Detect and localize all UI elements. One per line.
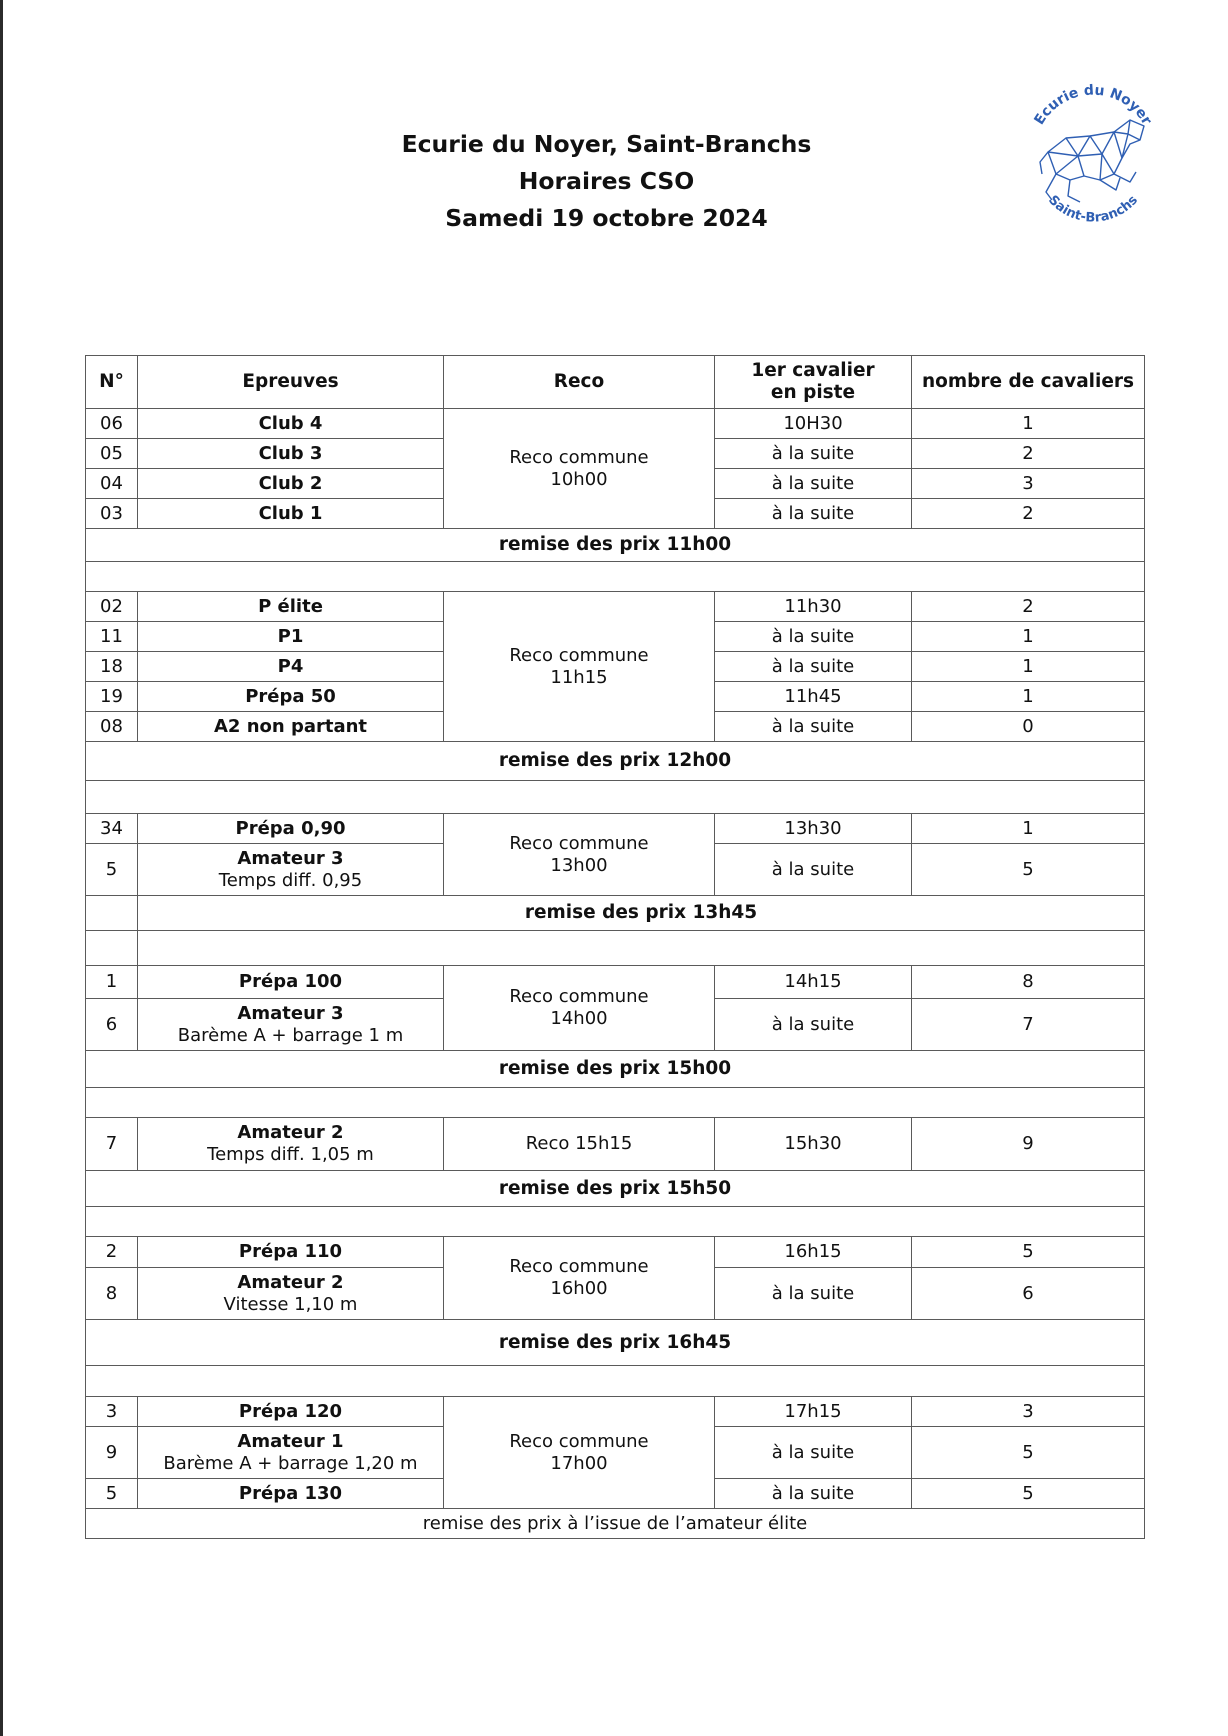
header-first-rider-line: en piste <box>770 382 856 403</box>
cell-epreuve <box>138 1237 444 1268</box>
cell-number: 19 <box>86 682 138 712</box>
cell-rider-count: 1 <box>912 622 1145 652</box>
reco-line: 17h00 <box>550 1452 608 1474</box>
cell-rider-count: 5 <box>912 1237 1145 1268</box>
cell-reco <box>444 966 715 1051</box>
cell-first-rider: à la suite <box>715 499 912 529</box>
epreuve-name: P4 <box>277 655 304 677</box>
table-row <box>86 1118 1145 1171</box>
cell-reco <box>444 814 715 896</box>
cell-rider-count: 7 <box>912 999 1145 1051</box>
cell-rider-count: 2 <box>912 439 1145 469</box>
epreuve-name: P1 <box>277 625 304 647</box>
epreuve-name: Amateur 2 <box>237 1122 344 1143</box>
cell-epreuve <box>138 592 444 622</box>
cell-number: 3 <box>86 1397 138 1427</box>
cell-epreuve <box>138 844 444 896</box>
cell-first-rider: 10H30 <box>715 409 912 439</box>
spacer-row <box>86 931 1145 966</box>
reco-line: Reco commune <box>509 986 649 1007</box>
cell-number: 5 <box>86 1479 138 1509</box>
cell-rider-count: 1 <box>912 682 1145 712</box>
cell-number: 04 <box>86 469 138 499</box>
header-first-rider-line: 1er cavalier <box>751 360 875 381</box>
epreuve-name: P élite <box>258 595 323 617</box>
cell-reco <box>444 1397 715 1509</box>
cell-number: 34 <box>86 814 138 844</box>
cell-rider-count: 2 <box>912 499 1145 529</box>
spacer-cell <box>138 931 1145 966</box>
prize-row <box>86 1509 1145 1539</box>
header-epreuves: Epreuves <box>138 356 444 409</box>
reco-line: Reco commune <box>509 832 649 854</box>
prize-ceremony: remise des prix 11h00 <box>86 529 1145 562</box>
cell-first-rider: à la suite <box>715 1427 912 1479</box>
reco-line: Reco 15h15 <box>525 1133 633 1154</box>
reco-line: Reco commune <box>509 1430 649 1452</box>
cell-rider-count: 5 <box>912 1479 1145 1509</box>
cell-epreuve <box>138 966 444 999</box>
title-line-venue: Ecurie du Noyer, Saint-Branchs <box>401 130 812 158</box>
polygonal-horse-icon <box>1040 120 1144 202</box>
cell-rider-count: 5 <box>912 844 1145 896</box>
cell-epreuve <box>138 499 444 529</box>
prize-ceremony: remise des prix 15h00 <box>86 1051 1145 1088</box>
cell-rider-count: 2 <box>912 592 1145 622</box>
spacer-cell <box>86 1207 1145 1237</box>
epreuve-name: Amateur 3 <box>237 847 344 869</box>
epreuve-detail: Temps diff. 0,95 <box>218 869 363 891</box>
spacer-cell <box>86 931 138 966</box>
cell-number: 1 <box>86 966 138 999</box>
header-rider-count: nombre de cavaliers <box>912 356 1145 409</box>
cell-epreuve <box>138 712 444 742</box>
table-row <box>86 814 1145 844</box>
reco-line: 10h00 <box>550 468 608 490</box>
epreuve-name: Prépa 130 <box>238 1482 343 1504</box>
reco-line: Reco commune <box>509 446 649 468</box>
cell-epreuve <box>138 409 444 439</box>
cell-first-rider: à la suite <box>715 999 912 1051</box>
cell-rider-count: 6 <box>912 1268 1145 1320</box>
epreuve-name: Amateur 1 <box>237 1430 344 1452</box>
prize-row <box>86 1051 1145 1088</box>
cell-epreuve <box>138 999 444 1051</box>
table-row <box>86 409 1145 439</box>
prize-row <box>86 1171 1145 1207</box>
cell-first-rider: à la suite <box>715 469 912 499</box>
cell-first-rider: à la suite <box>715 622 912 652</box>
cell-rider-count: 1 <box>912 814 1145 844</box>
cell-number: 8 <box>86 1268 138 1320</box>
epreuve-name: Club 1 <box>258 502 323 524</box>
spacer-row <box>86 1088 1145 1118</box>
cell-number: 03 <box>86 499 138 529</box>
epreuve-detail: Temps diff. 1,05 m <box>207 1144 374 1165</box>
cell-first-rider: 11h45 <box>715 682 912 712</box>
reco-line: Reco commune <box>509 1256 649 1277</box>
cell-number: 11 <box>86 622 138 652</box>
cell-number: 08 <box>86 712 138 742</box>
epreuve-name: Prépa 120 <box>238 1400 343 1422</box>
cell-epreuve <box>138 1268 444 1320</box>
schedule-table <box>85 355 1145 1539</box>
title-line-event: Horaires CSO <box>518 167 695 195</box>
epreuve-name: Prépa 50 <box>245 685 336 707</box>
club-logo <box>1018 82 1168 237</box>
epreuve-detail: Vitesse 1,10 m <box>223 1293 358 1315</box>
reco-line: 14h00 <box>550 1008 608 1029</box>
epreuve-name: Club 2 <box>258 472 323 494</box>
spacer-row <box>86 1207 1145 1237</box>
cell-number: 9 <box>86 1427 138 1479</box>
cell-number: 06 <box>86 409 138 439</box>
prize-row <box>86 742 1145 781</box>
table-header-row <box>86 356 1145 409</box>
spacer-row <box>86 1366 1145 1397</box>
table-row <box>86 1237 1145 1268</box>
cell-first-rider: 15h30 <box>715 1118 912 1171</box>
table-row <box>86 966 1145 999</box>
epreuve-detail: Barème A + barrage 1,20 m <box>163 1452 418 1474</box>
cell-first-rider: 14h15 <box>715 966 912 999</box>
cell-first-rider: 16h15 <box>715 1237 912 1268</box>
cell-rider-count: 3 <box>912 469 1145 499</box>
cell-first-rider: à la suite <box>715 652 912 682</box>
cell-epreuve <box>138 1427 444 1479</box>
prize-row <box>86 1320 1145 1366</box>
prize-row <box>86 896 1145 931</box>
header-reco: Reco <box>444 356 715 409</box>
cell-first-rider: à la suite <box>715 844 912 896</box>
cell-number: 2 <box>86 1237 138 1268</box>
epreuve-name: Club 4 <box>258 412 323 434</box>
cell-number: 5 <box>86 844 138 896</box>
prize-ceremony: remise des prix 12h00 <box>86 742 1145 781</box>
cell-reco <box>444 592 715 742</box>
prize-ceremony: remise des prix 15h50 <box>86 1171 1145 1207</box>
cell-rider-count: 8 <box>912 966 1145 999</box>
header-number: N° <box>86 356 138 409</box>
logo-top-text: Ecurie du Noyer <box>1031 82 1155 128</box>
cell-epreuve <box>138 439 444 469</box>
cell-number: 6 <box>86 999 138 1051</box>
epreuve-detail: Barème A + barrage 1 m <box>177 1024 404 1046</box>
table-row <box>86 592 1145 622</box>
spacer-cell <box>86 1366 1145 1397</box>
cell-epreuve <box>138 652 444 682</box>
cell-first-rider: 11h30 <box>715 592 912 622</box>
spacer-cell <box>86 781 1145 814</box>
cell-rider-count: 0 <box>912 712 1145 742</box>
cell-epreuve <box>138 1397 444 1427</box>
cell-rider-count: 5 <box>912 1427 1145 1479</box>
cell-epreuve <box>138 682 444 712</box>
cell-number: 18 <box>86 652 138 682</box>
cell-first-rider: à la suite <box>715 439 912 469</box>
cell-rider-count: 1 <box>912 652 1145 682</box>
cell-reco <box>444 1237 715 1320</box>
table-row <box>86 1397 1145 1427</box>
epreuve-name: Amateur 2 <box>237 1271 344 1293</box>
reco-line: 16h00 <box>550 1278 608 1299</box>
cell-number: 02 <box>86 592 138 622</box>
cell-epreuve <box>138 814 444 844</box>
epreuve-name: Prépa 0,90 <box>235 817 346 839</box>
epreuve-name: Club 3 <box>258 442 323 464</box>
prize-row <box>86 529 1145 562</box>
cell-first-rider: 13h30 <box>715 814 912 844</box>
prize-empty-cell <box>86 896 138 931</box>
epreuve-name: Prépa 100 <box>238 971 343 992</box>
cell-epreuve <box>138 469 444 499</box>
epreuve-name: A2 non partant <box>213 715 368 737</box>
cell-first-rider: à la suite <box>715 712 912 742</box>
cell-number: 05 <box>86 439 138 469</box>
logo-bottom-text: Saint-Branchs <box>1045 192 1141 226</box>
prize-ceremony: remise des prix à l’issue de l’amateur élite <box>86 1509 1145 1539</box>
cell-rider-count: 3 <box>912 1397 1145 1427</box>
cell-reco <box>444 1118 715 1171</box>
cell-first-rider: 17h15 <box>715 1397 912 1427</box>
reco-line: 11h15 <box>550 666 608 688</box>
prize-ceremony: remise des prix 13h45 <box>138 896 1145 931</box>
spacer-row <box>86 562 1145 592</box>
cell-rider-count: 9 <box>912 1118 1145 1171</box>
epreuve-name: Amateur 3 <box>237 1002 344 1024</box>
spacer-row <box>86 781 1145 814</box>
spacer-cell <box>86 1088 1145 1118</box>
reco-line: 13h00 <box>550 854 608 876</box>
title-line-date: Samedi 19 octobre 2024 <box>445 204 768 232</box>
cell-epreuve <box>138 1118 444 1171</box>
cell-first-rider: à la suite <box>715 1479 912 1509</box>
header-first-rider <box>715 356 912 409</box>
cell-first-rider: à la suite <box>715 1268 912 1320</box>
cell-number: 7 <box>86 1118 138 1171</box>
cell-rider-count: 1 <box>912 409 1145 439</box>
epreuve-name: Prépa 110 <box>238 1241 343 1262</box>
spacer-cell <box>86 562 1145 592</box>
document-page <box>3 0 1228 1736</box>
prize-ceremony: remise des prix 16h45 <box>86 1320 1145 1366</box>
cell-epreuve <box>138 1479 444 1509</box>
reco-line: Reco commune <box>509 644 649 666</box>
cell-reco <box>444 409 715 529</box>
cell-epreuve <box>138 622 444 652</box>
